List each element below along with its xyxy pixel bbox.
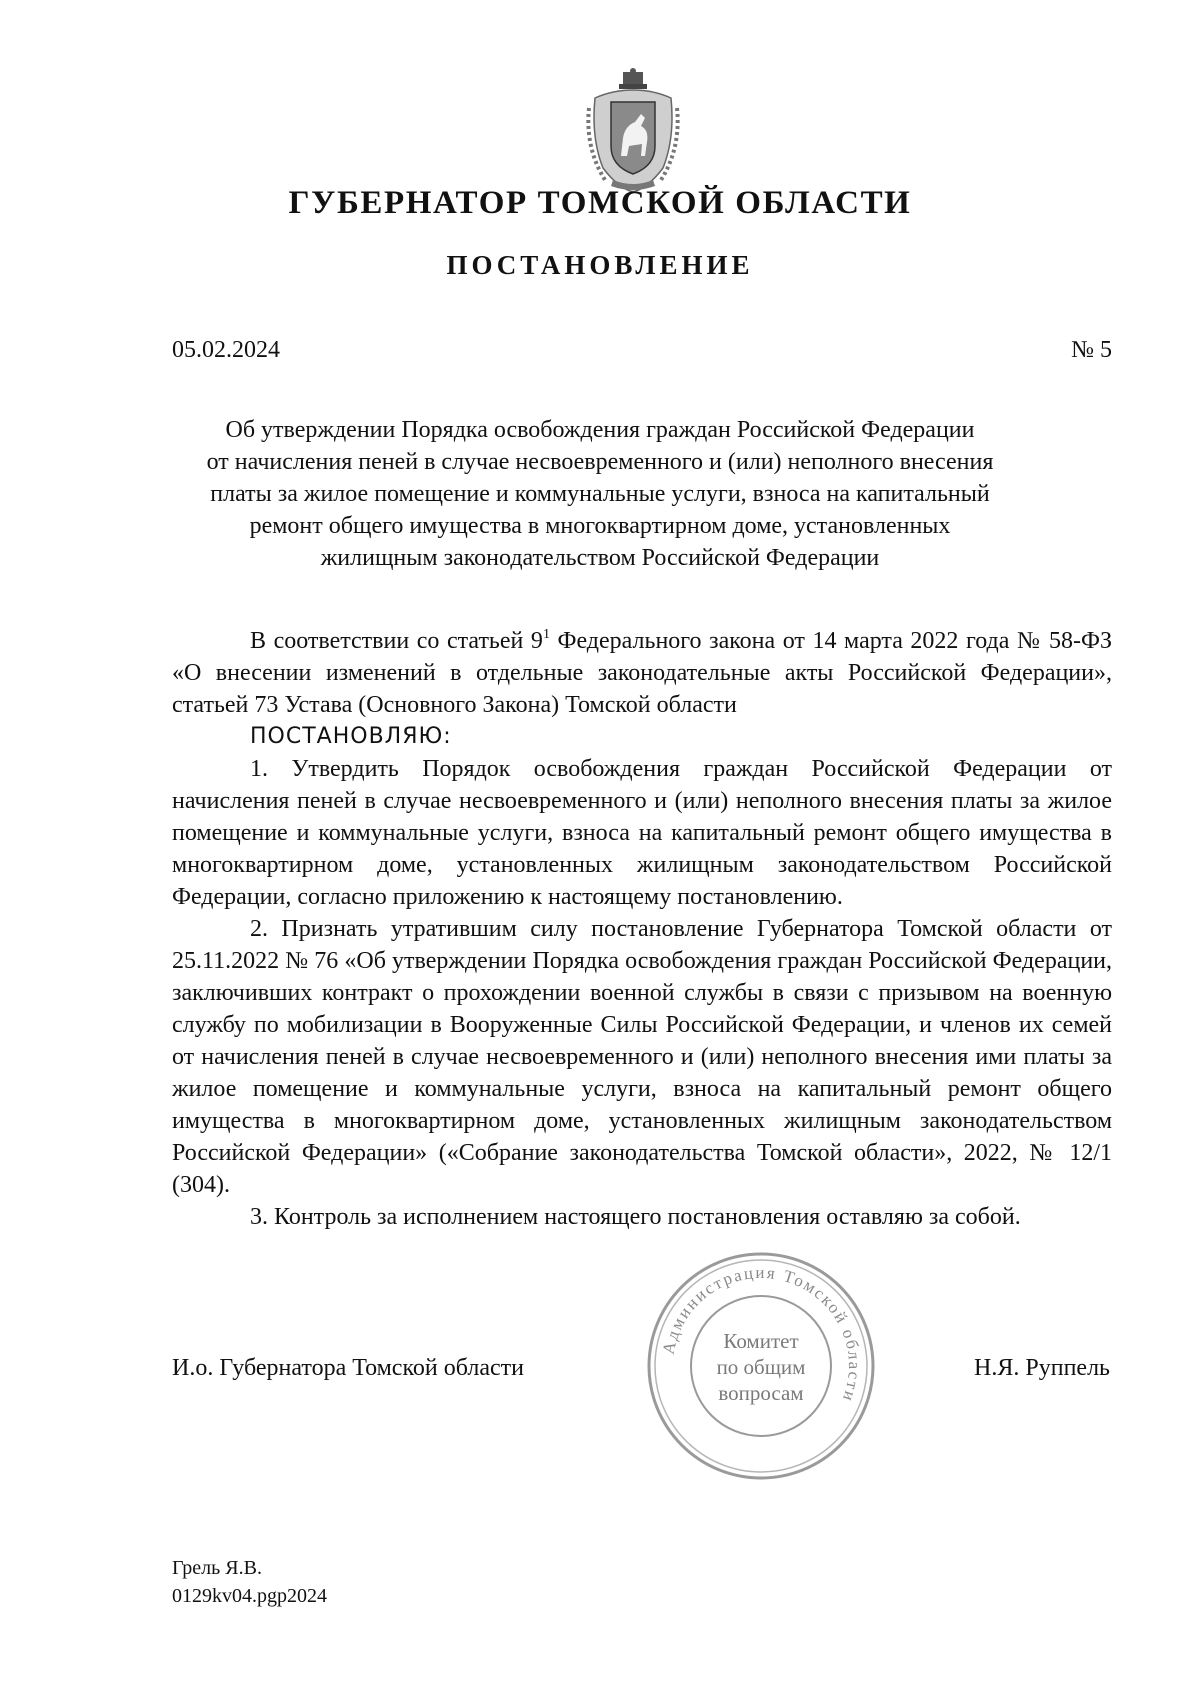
stamp-center-line: по общим	[716, 1355, 806, 1379]
official-stamp-icon	[645, 1250, 877, 1482]
title-line: ремонт общего имущества в многоквартирном доме, установленных	[249, 513, 951, 539]
document-type: ПОСТАНОВЛЕНИЕ	[446, 250, 754, 280]
decree-word: ПОСТАНОВЛЯЮ:	[250, 724, 452, 749]
executor-name: Грель Я.В.	[172, 1557, 262, 1579]
clause-2: 2. Признать утратившим силу постановление Губернатора Томской области от 25.11.2022 № 76 «Об утверждении Порядка освобождения граждан Российской Федерации, заключивших контракт о прохождении военной службы в связи с призывом на военную службу по мобилизации в Вооруженные Силы Российской Федерации, и членов их семей от начисления пеней в случае несвоевременного и (или) неполного внесения ими платы за жилое помещение и коммунальные услуги, взноса на капитальный ремонт общего имущества в многоквартирном доме, установленных жилищным законодательством Российской Федерации» («Собрание законодательства Томской области», 2022, № 12/1 (304).	[172, 916, 1112, 1198]
preamble-text-end: Федерального закона от 14 марта 2022 года № 58-ФЗ «О внесении изменений в отдельные законодательные акты Российской Федерации», статьей 73 Устава (Основного Закона) Томской области	[172, 628, 1112, 718]
title-line: Об утверждении Порядка освобождения граждан Российской Федерации	[225, 417, 975, 443]
clause-1: 1. Утвердить Порядок освобождения граждан Российской Федерации от начисления пеней в случае несвоевременного и (или) неполного внесения платы за жилое помещение и коммунальные услуги, взноса на капитальный ремонт общего имущества в многоквартирном доме, установленных жилищным законодательством Российской Федерации, согласно приложению к настоящему постановлению.	[172, 756, 1112, 910]
signatory-name: Н.Я. Руппель	[974, 1355, 1110, 1381]
clause-3: 3. Контроль за исполнением настоящего постановления оставляю за собой.	[250, 1204, 1021, 1230]
article-superscript: 1	[542, 627, 550, 642]
preamble-text-start: В соответствии со статьей 9	[250, 628, 543, 654]
document-body	[172, 625, 1112, 1233]
stamp-center-line: Комитет	[723, 1329, 799, 1353]
document-number: № 5	[1071, 337, 1112, 363]
title-line: жилищным законодательством Российской Федерации	[320, 545, 880, 571]
preamble-paragraph	[172, 625, 1112, 721]
document-meta	[172, 337, 1112, 364]
document-title	[200, 414, 1000, 574]
file-code: 0129kv04.pgp2024	[172, 1585, 327, 1607]
stamp-center-line: вопросам	[718, 1381, 804, 1405]
signatory-position: И.о. Губернатора Томской области	[172, 1355, 524, 1381]
tomsk-coat-of-arms-icon	[583, 68, 683, 196]
issuing-authority: ГУБЕРНАТОР ТОМСКОЙ ОБЛАСТИ	[288, 185, 912, 221]
document-footer	[172, 1554, 327, 1610]
title-line: платы за жилое помещение и коммунальные услуги, взноса на капитальный	[210, 481, 990, 507]
document-date: 05.02.2024	[172, 337, 280, 363]
title-line: от начисления пеней в случае несвоевременного и (или) неполного внесения	[206, 449, 994, 475]
stamp-ring-text: Администрация Томской области	[658, 1262, 865, 1406]
